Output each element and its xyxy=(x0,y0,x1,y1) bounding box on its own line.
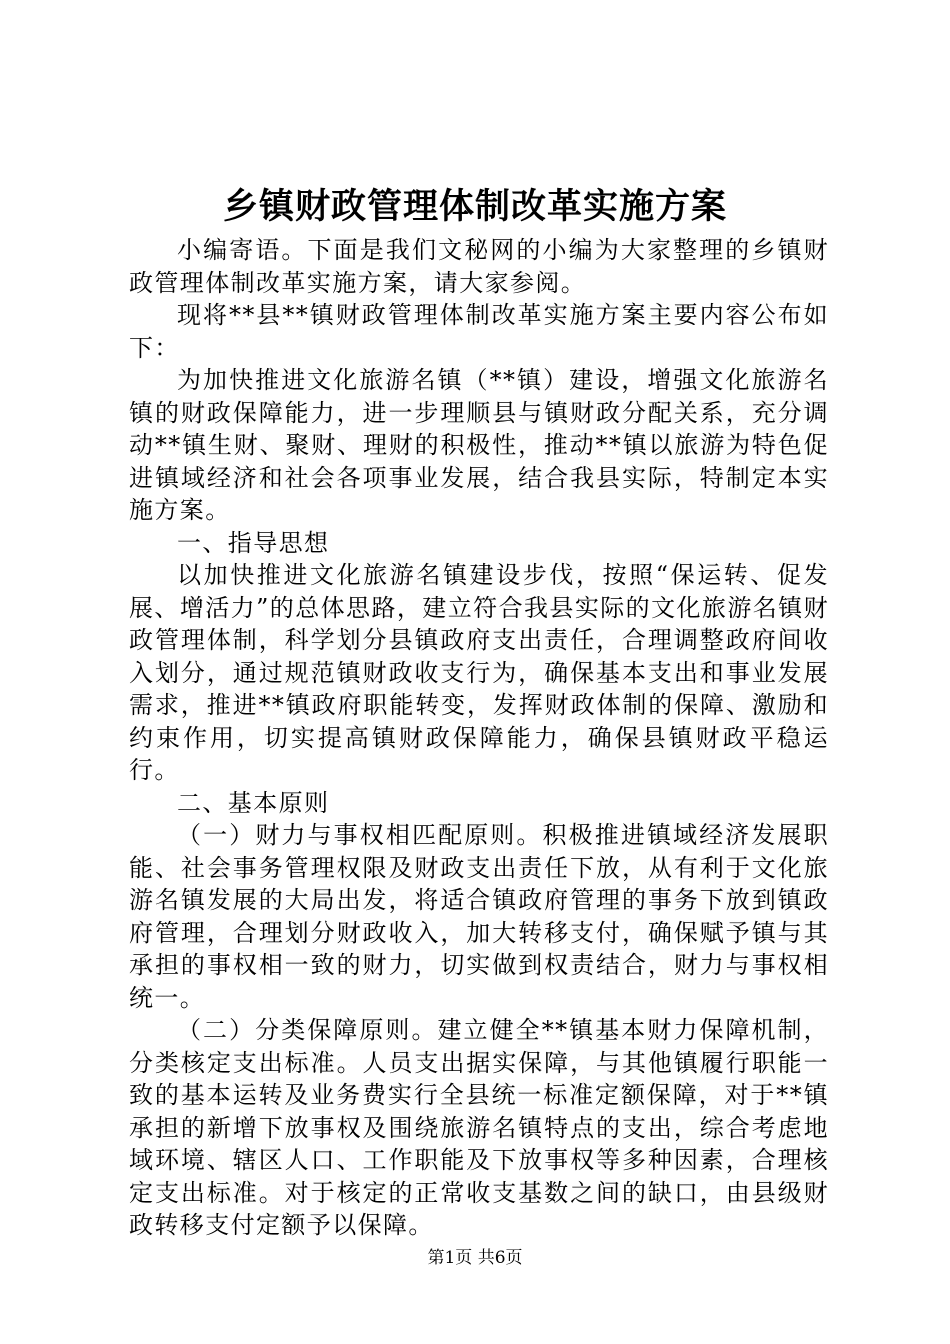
document-title: 乡镇财政管理体制改革实施方案 xyxy=(222,186,727,227)
announcement-paragraph: 现将**县**镇财政管理体制改革实施方案主要内容公布如下： xyxy=(129,301,829,362)
guiding-thought-paragraph: 以加快推进文化旅游名镇建设步伐，按照“保运转、促发展、增活力”的总体思路，建立符合我县实际的文化旅游名镇财政管理体制，科学划分县镇政府支出责任，合理调整政府间收入划分，通过规范镇财政收支行为，确保基本支出和事业发展需求，推进**镇政府职能转变，发挥财政体制的保障、激励和约束作用，切实提高镇财政保障能力，确保县镇财政平稳运行。 xyxy=(129,561,829,784)
principle-one-paragraph: （一）财力与事权相匹配原则。积极推进镇域经济发展职能、社会事务管理权限及财政支出责任下放，从有利于文化旅游名镇发展的大局出发，将适合镇政府管理的事务下放到镇政府管理，合理划分财政收入，加大转移支付，确保赋予镇与其承担的事权相一致的财力，切实做到权责结合，财力与事权相统一。 xyxy=(129,821,829,1012)
page-number-footer: 第1页 共6页 xyxy=(427,1248,523,1268)
section-heading-guiding-thought: 一、指导思想 xyxy=(177,528,330,557)
intro-paragraph: 小编寄语。下面是我们文秘网的小编为大家整理的乡镇财政管理体制改革实施方案，请大家参阅。 xyxy=(129,236,829,297)
section-heading-basic-principles: 二、基本原则 xyxy=(177,788,330,817)
purpose-paragraph: 为加快推进文化旅游名镇（**镇）建设，增强文化旅游名镇的财政保障能力，进一步理顺县与镇财政分配关系，充分调动**镇生财、聚财、理财的积极性，推动**镇以旅游为特色促进镇域经济和社会各项事业发展，结合我县实际，特制定本实施方案。 xyxy=(129,366,829,524)
principle-two-paragraph: （二）分类保障原则。建立健全**镇基本财力保障机制，分类核定支出标准。人员支出据实保障，与其他镇履行职能一致的基本运转及业务费实行全县统一标准定额保障，对于**镇承担的新增下放事权及围绕旅游名镇特点的支出，综合考虑地域环境、辖区人口、工作职能及下放事权等多种因素，合理核定支出标准。对于核定的正常收支基数之间的缺口，由县级财政转移支付定额予以保障。 xyxy=(129,1016,829,1239)
document-body xyxy=(129,234,829,1242)
